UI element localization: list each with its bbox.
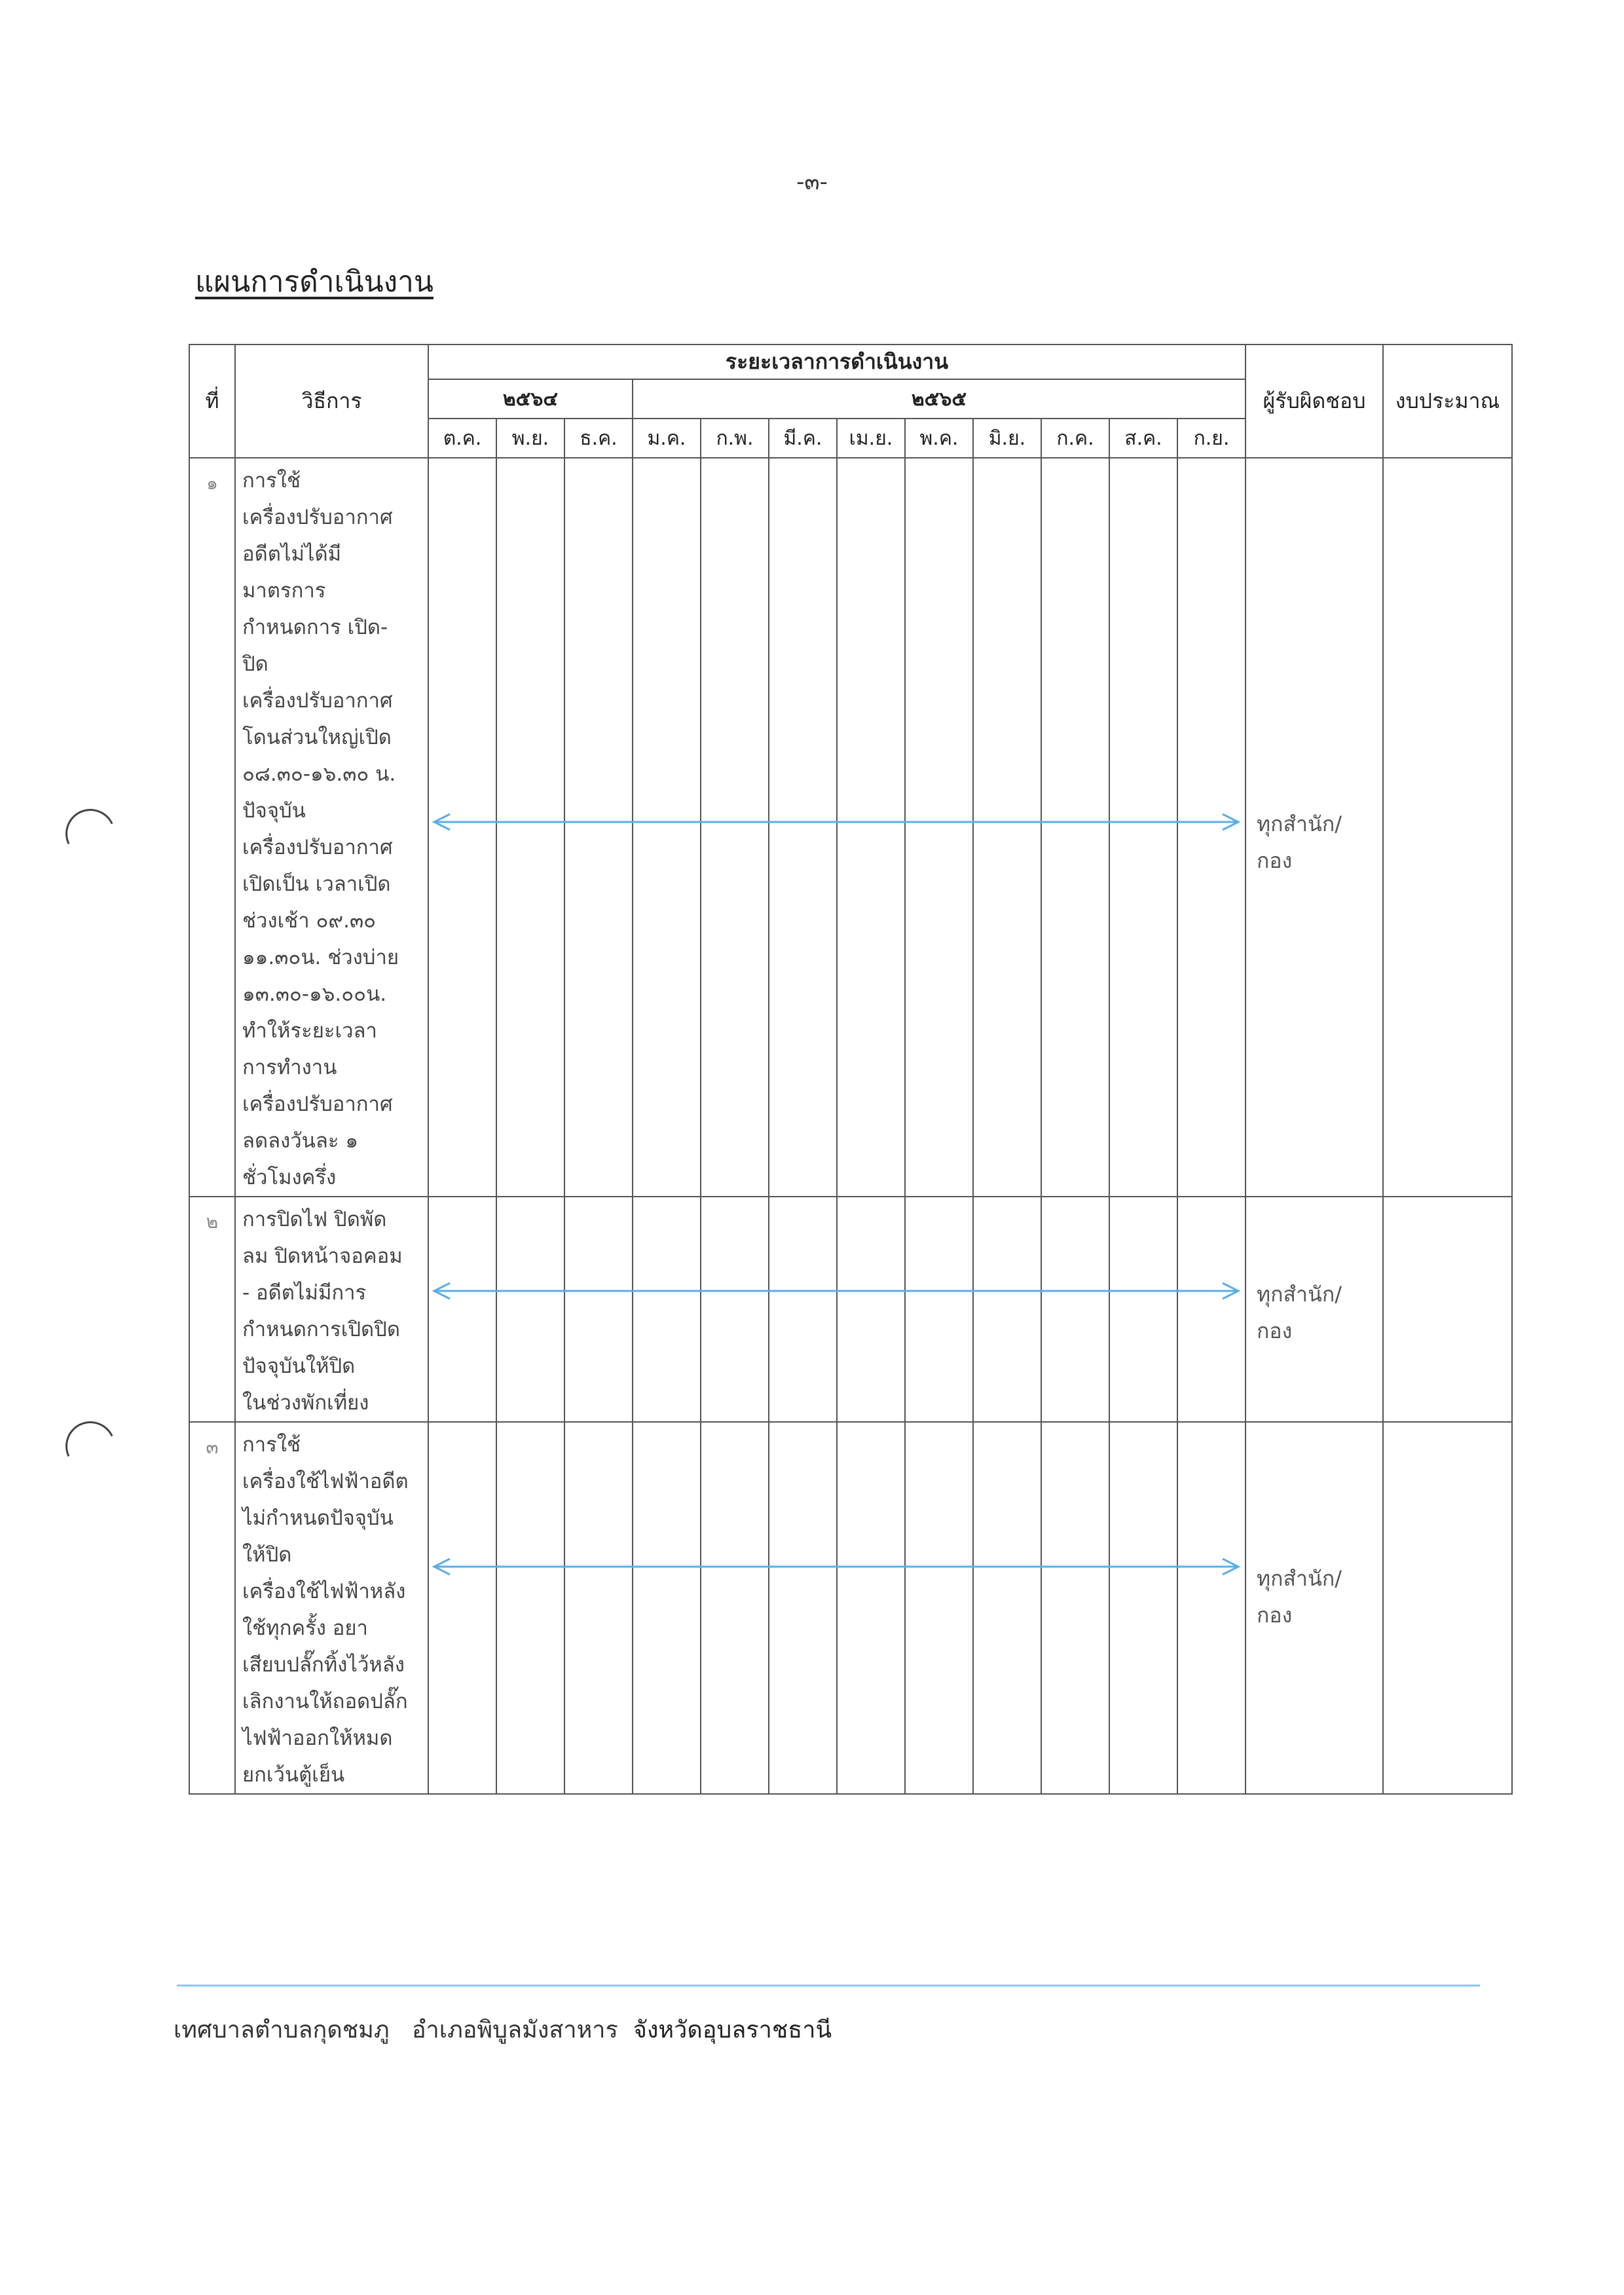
method-cell — [235, 1197, 428, 1422]
header-budget: งบประมาณ — [1383, 345, 1512, 458]
plan-table — [189, 344, 1513, 1795]
method-line: เครื่องปรับอากาศ — [242, 836, 393, 859]
header-month: ต.ค. — [428, 419, 496, 458]
header-year: ๒๕๖๕ — [633, 379, 1246, 419]
header-year: ๒๕๖๔ — [428, 379, 633, 419]
responsible-line: กอง — [1257, 848, 1293, 873]
method-line: โดนส่วนใหญ่เปิด — [242, 726, 392, 749]
punch-hole — [58, 1414, 122, 1478]
budget-cell — [1383, 458, 1512, 1197]
method-line: ปิด — [242, 652, 268, 676]
method-line: ยกเว้นตู้เย็น — [242, 1763, 345, 1787]
footer-municipality: เทศบาลตำบลกุดชมภู — [174, 2017, 390, 2043]
footer-divider — [177, 1985, 1480, 1987]
method-line: - อดีตไม่มีการ — [242, 1281, 367, 1305]
method-line: ให้ปิด — [242, 1543, 292, 1567]
method-line: ชั่วโมงครึ่ง — [242, 1166, 337, 1189]
footer-address — [174, 2011, 832, 2048]
method-line: ไฟฟ้าออกให้หมด — [242, 1726, 393, 1750]
method-line: ทำให้ระยะเวลา — [242, 1019, 377, 1043]
method-line: เลิกงานให้ถอดปลั๊ก — [242, 1690, 408, 1713]
table-row — [189, 1422, 1512, 1794]
table-row — [189, 458, 1512, 1197]
method-line: ในช่วงพักเที่ยง — [242, 1391, 369, 1415]
header-month: พ.ย. — [496, 419, 564, 458]
header-month: มี.ค. — [769, 419, 837, 458]
method-line: ลดลงวันละ ๑ — [242, 1129, 359, 1153]
budget-cell — [1383, 1422, 1512, 1794]
header-month: ก.ย. — [1177, 419, 1246, 458]
method-line: เครื่องปรับอากาศ — [242, 689, 393, 713]
header-month: มิ.ย. — [973, 419, 1041, 458]
method-line: ปัจจุบันให้ปิด — [242, 1354, 356, 1378]
method-line: ๐๘.๓๐-๑๖.๓๐ น. — [242, 762, 396, 786]
method-line: ลม ปิดหน้าจอคอม — [242, 1244, 403, 1268]
method-line: ใช้ทุกครั้ง อยา — [242, 1616, 368, 1640]
responsible-line: กอง — [1257, 1603, 1293, 1628]
header-month: ม.ค. — [633, 419, 701, 458]
footer-province: จังหวัดอุบลราชธานี — [633, 2017, 832, 2043]
method-cell — [235, 458, 428, 1197]
method-cell — [235, 1422, 428, 1794]
method-line: การใช้ — [242, 469, 301, 493]
method-line: ไม่กำหนดปัจจุบัน — [242, 1506, 394, 1530]
footer-district: อำเภอพิบูลมังสาหาร — [411, 2017, 618, 2043]
timeline-cell — [428, 1422, 496, 1794]
method-line: มาตรการ — [242, 579, 326, 603]
timeline-arrow — [430, 1557, 1242, 1577]
row-number: ๑ — [189, 458, 235, 1197]
header-period: ระยะเวลาการดำเนินงาน — [428, 345, 1246, 379]
header-method: วิธีการ — [235, 345, 428, 458]
method-line: การใช้ — [242, 1433, 301, 1457]
header-month: ก.ค. — [1041, 419, 1109, 458]
method-line: เครื่องใช้ไฟฟ้าหลัง — [242, 1580, 406, 1603]
responsible-line: กอง — [1257, 1318, 1293, 1343]
method-line: เครื่องใช้ไฟฟ้าอดีต — [242, 1470, 409, 1493]
method-line: กำหนดการ เปิด- — [242, 616, 388, 639]
budget-cell — [1383, 1197, 1512, 1422]
method-line: เครื่องปรับอากาศ — [242, 1092, 393, 1116]
header-month: พ.ค. — [905, 419, 973, 458]
header-no: ที่ — [189, 345, 235, 458]
header-month: ก.พ. — [701, 419, 769, 458]
method-line: อดีตไม่ได้มี — [242, 542, 342, 566]
method-line: ๑๓.๓๐-๑๖.๐๐น. — [242, 982, 387, 1006]
table-row — [189, 1197, 1512, 1422]
method-line: การทำงาน — [242, 1056, 337, 1079]
page-number: -๓- — [796, 169, 828, 195]
responsible-cell — [1246, 1197, 1383, 1422]
method-line: เปิดเป็น เวลาเปิด — [242, 872, 391, 896]
timeline-arrow — [430, 1281, 1242, 1301]
method-line: ช่วงเช้า ๐๙.๓๐ — [242, 909, 377, 933]
responsible-line: ทุกสำนัก/ — [1257, 812, 1342, 836]
method-line: เครื่องปรับอากาศ — [242, 506, 393, 529]
responsible-line: ทุกสำนัก/ — [1257, 1566, 1342, 1591]
timeline-arrow — [430, 812, 1242, 832]
method-line: ปัจจุบัน — [242, 799, 306, 823]
timeline-cell — [428, 458, 496, 1197]
header-month: ธ.ค. — [564, 419, 633, 458]
method-line: ๑๑.๓๐น. ช่วงบ่าย — [242, 946, 399, 969]
row-number: ๓ — [189, 1422, 235, 1794]
timeline-cell — [428, 1197, 496, 1422]
page-title: แผนการดำเนินงาน — [195, 265, 434, 299]
responsible-cell — [1246, 458, 1383, 1197]
header-responsible: ผู้รับผิดชอบ — [1246, 345, 1383, 458]
method-line: การปิดไฟ ปิดพัด — [242, 1208, 387, 1231]
punch-hole — [58, 802, 122, 865]
method-line: กำหนดการเปิดปิด — [242, 1318, 400, 1341]
method-line: เสียบปลั๊กทิ้งไว้หลัง — [242, 1653, 405, 1677]
responsible-cell — [1246, 1422, 1383, 1794]
header-month: เม.ย. — [837, 419, 905, 458]
header-month: ส.ค. — [1109, 419, 1177, 458]
row-number: ๒ — [189, 1197, 235, 1422]
responsible-line: ทุกสำนัก/ — [1257, 1282, 1342, 1307]
